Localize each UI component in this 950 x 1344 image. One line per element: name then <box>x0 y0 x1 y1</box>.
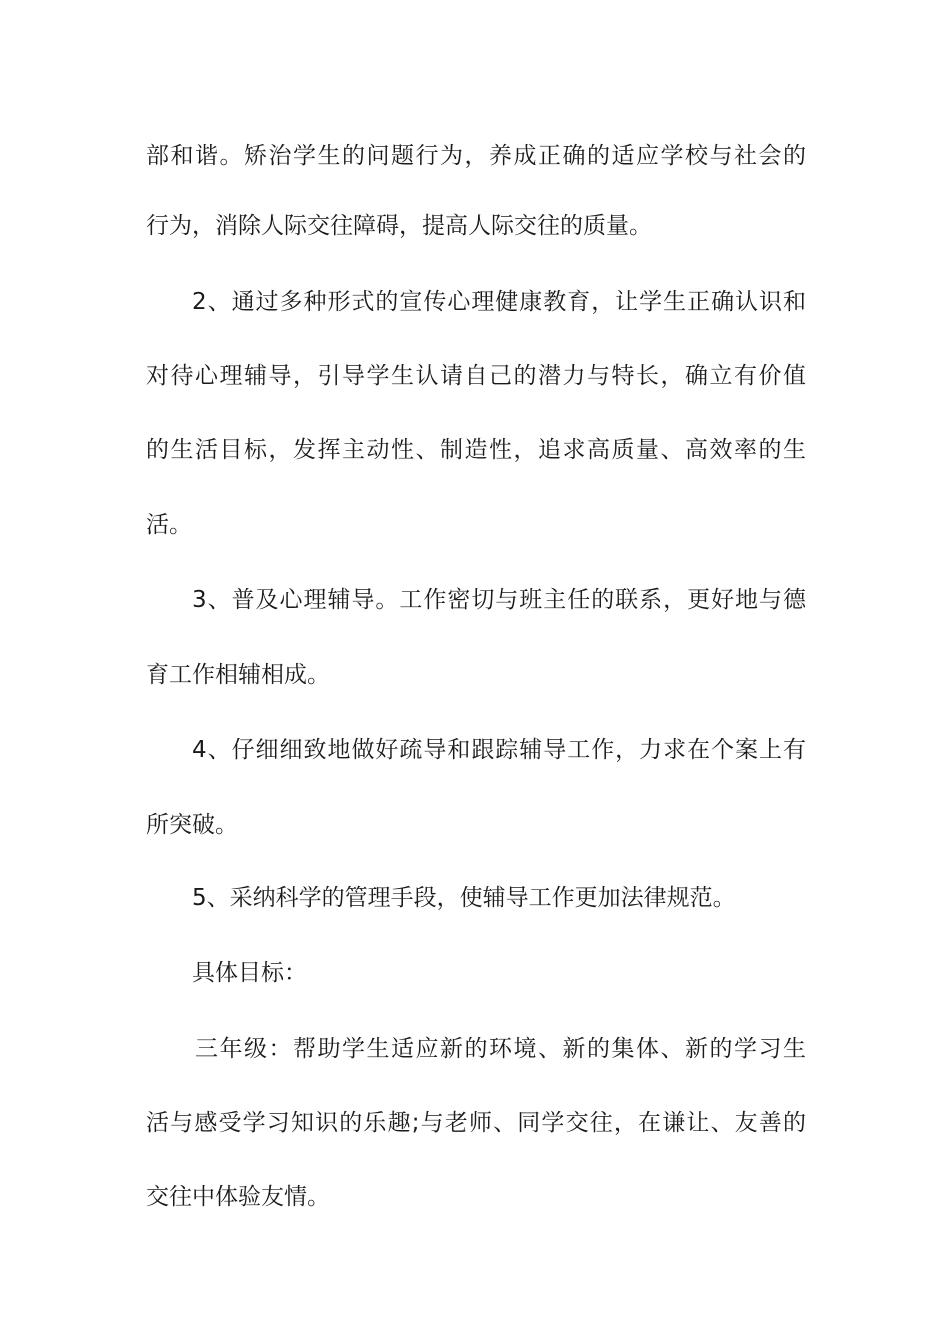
section-heading: 具体目标： <box>192 960 307 986</box>
paragraph-line: 2、通过多种形式的宣传心理健康教育，让学生正确认识和 <box>192 289 806 315</box>
paragraph-line: 3、普及心理辅导。工作密切与班主任的联系，更好地与德 <box>192 587 806 613</box>
paragraph-line: 部和谐。矫治学生的问题行为，养成正确的适应学校与社会的 <box>146 143 806 169</box>
paragraph-line: 5、采纳科学的管理手段，使辅导工作更加法律规范。 <box>192 885 736 911</box>
paragraph-line: 所突破。 <box>146 812 238 838</box>
paragraph-line: 活与感受学习知识的乐趣;与老师、同学交往，在谦让、友善的 <box>146 1110 806 1136</box>
paragraph-line: 的生活目标，发挥主动性、制造性，追求高质量、高效率的生 <box>146 437 806 463</box>
paragraph-line: 交往中体验友情。 <box>146 1184 330 1210</box>
paragraph-line: 三年级：帮助学生适应新的环境、新的集体、新的学习生 <box>195 1036 806 1062</box>
paragraph-line: 活。 <box>146 512 192 538</box>
paragraph-line: 育工作相辅相成。 <box>146 662 330 688</box>
paragraph-line: 对待心理辅导，引导学生认请自己的潜力与特长，确立有价值 <box>146 363 806 389</box>
paragraph-line: 行为，消除人际交往障碍，提高人际交往的质量。 <box>146 213 652 239</box>
paragraph-line: 4、仔细细致地做好疏导和跟踪辅导工作，力求在个案上有 <box>192 737 806 763</box>
